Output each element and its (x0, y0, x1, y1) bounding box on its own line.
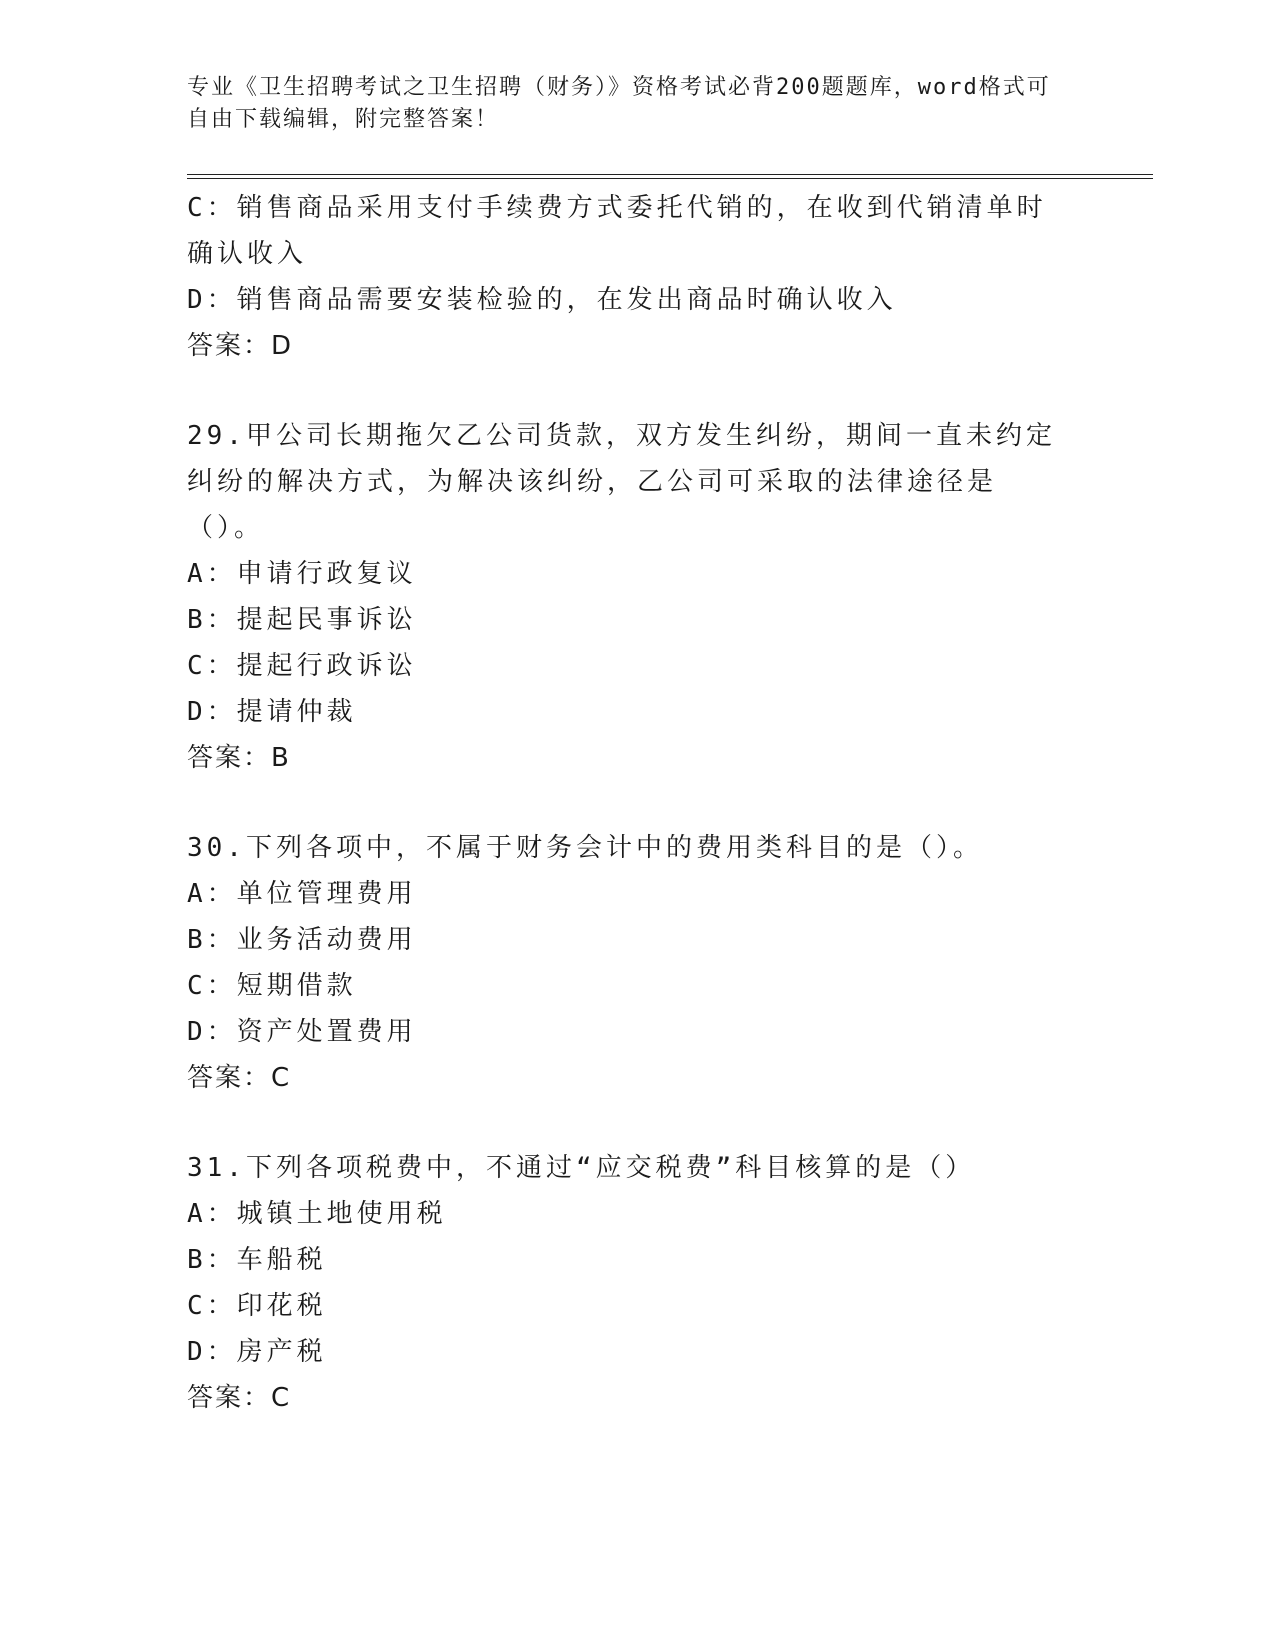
option-a: A：城镇土地使用税 (187, 1199, 447, 1229)
answer: 答案：B (187, 743, 291, 773)
continued-question (187, 185, 1147, 369)
document-page (187, 72, 1147, 1421)
option-b: B：提起民事诉讼 (187, 605, 417, 635)
question-30 (187, 825, 1147, 1101)
question-31 (187, 1145, 1147, 1421)
option-d: D：提请仲裁 (187, 697, 357, 727)
option-d: D：销售商品需要安装检验的，在发出商品时确认收入 (187, 285, 897, 315)
option-b: B：车船税 (187, 1245, 327, 1275)
document-content (187, 185, 1147, 1421)
question-stem: 31.下列各项税费中，不通过“应交税费”科目核算的是（） (187, 1153, 976, 1183)
option-a: A：单位管理费用 (187, 879, 417, 909)
option-c: C：短期借款 (187, 971, 357, 1001)
option-c: C：提起行政诉讼 (187, 651, 417, 681)
question-stem: 29.甲公司长期拖欠乙公司货款，双方发生纠纷，期间一直未约定纠纷的解决方式，为解决该纠纷，乙公司可采取的法律途径是（）。 (187, 421, 1056, 543)
option-b: B：业务活动费用 (187, 925, 417, 955)
option-c: C：销售商品采用支付手续费方式委托代销的，在收到代销清单时确认收入 (187, 193, 1047, 269)
option-c: C：印花税 (187, 1291, 327, 1321)
option-d: D：资产处置费用 (187, 1017, 417, 1047)
option-d: D：房产税 (187, 1337, 327, 1367)
answer: 答案：D (187, 331, 294, 361)
question-29 (187, 413, 1147, 781)
option-a: A：申请行政复议 (187, 559, 417, 589)
document-header: 专业《卫生招聘考试之卫生招聘（财务）》资格考试必背200题题库，word格式可自由下载编辑，附完整答案！ (187, 75, 1051, 132)
question-stem: 30.下列各项中，不属于财务会计中的费用类科目的是（）。 (187, 833, 983, 863)
answer: 答案：C (187, 1063, 292, 1093)
header-divider (187, 174, 1153, 179)
answer: 答案：C (187, 1383, 292, 1413)
